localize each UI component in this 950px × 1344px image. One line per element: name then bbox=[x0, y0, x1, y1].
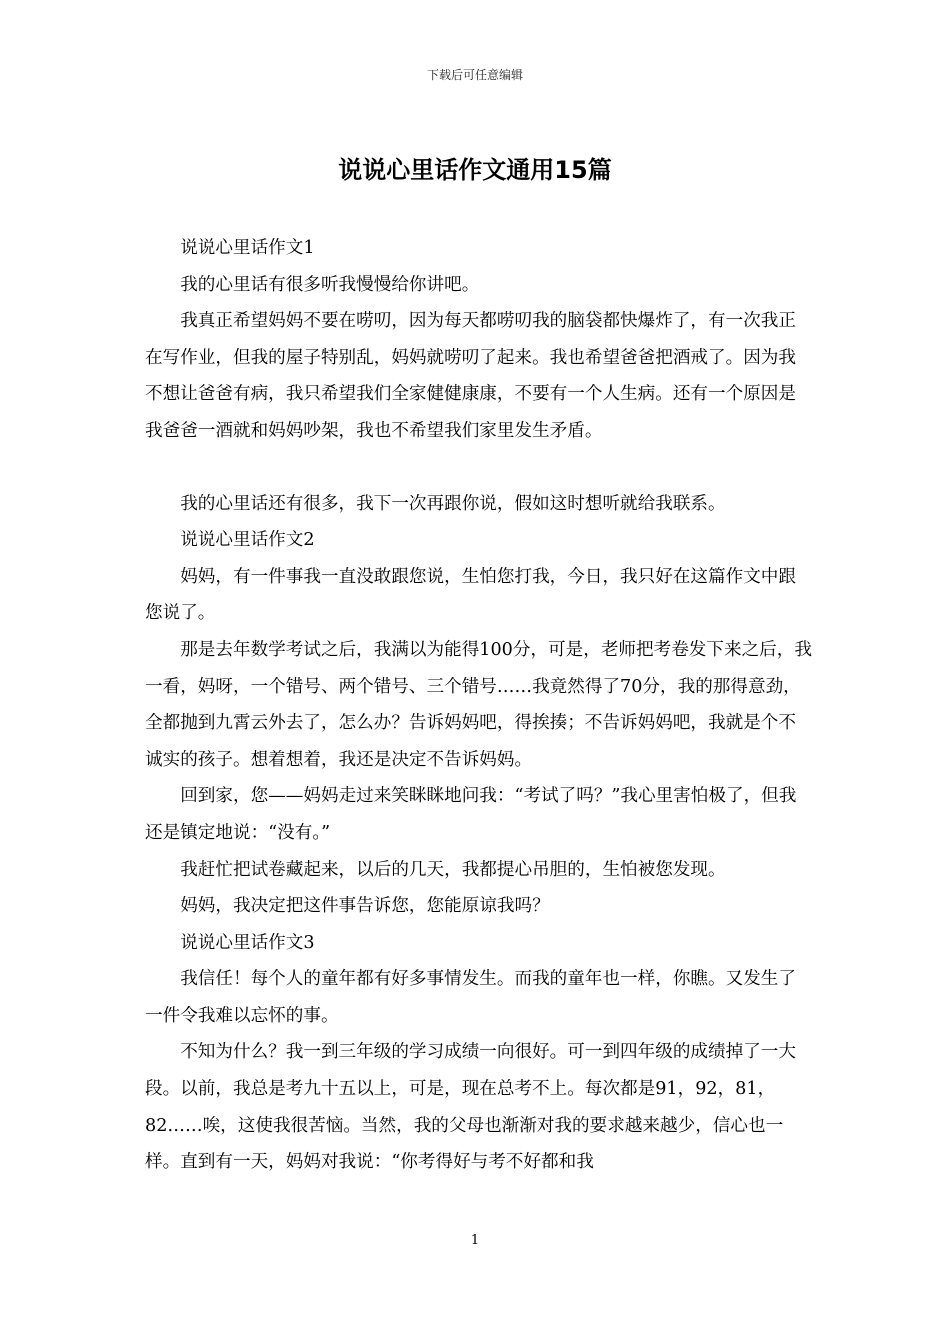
document-body bbox=[145, 230, 813, 1181]
section-heading: 说说心里话作文2 bbox=[180, 530, 315, 551]
section-heading: 说说心里话作文3 bbox=[180, 932, 315, 953]
section-heading: 说说心里话作文1 bbox=[180, 238, 315, 258]
paragraph: 我的心里话有很多听我慢慢给你讲吧。 bbox=[180, 274, 480, 295]
paragraph: 回到家，您——妈妈走过来笑眯眯地问我：“考试了吗？”我心里害怕极了，但我还是镇定地说：“没有。” bbox=[145, 786, 797, 843]
paragraph: 不知为什么？我一到三年级的学习成绩一向很好。可一到四年级的成绩掉了一大段。以前，我总是考九十五以上，可是，现在总考不上。每次都是91，92，81，82……唉，这使我很苦恼。当然，我的父母也渐渐对我的要求越来越少，信心也一样。直到有一天，妈妈对我说：“你考得好与考不好都和我 bbox=[145, 1042, 796, 1173]
page-header: 下载后可任意编辑 bbox=[426, 68, 523, 82]
paragraph: 我赶忙把试卷藏起来，以后的几天，我都提心吊胆的，生怕被您发现。 bbox=[180, 859, 726, 880]
paragraph: 我的心里话还有很多，我下一次再跟你说，假如这时想听就给我联系。 bbox=[180, 493, 726, 514]
paragraph: 妈妈，我决定把这件事告诉您，您能原谅我吗？ bbox=[180, 896, 550, 917]
document-title: 说说心里话作文通用15篇 bbox=[338, 156, 612, 184]
page-number: 1 bbox=[470, 1233, 480, 1248]
paragraph: 妈妈，有一件事我一直没敢跟您说，生怕您打我，今日，我只好在这篇作文中跟您说了。 bbox=[145, 566, 796, 624]
paragraph: 我真正希望妈妈不要在唠叨，因为每天都唠叨我的脑袋都快爆炸了，有一次我正在写作业，但我的屋子特别乱，妈妈就唠叨了起来。我也希望爸爸把酒戒了。因为我不想让爸爸有病，我只希望我们全家健健康康，不要有一个人生病。还有一个原因是我爸爸一酒就和妈妈吵架，我也不希望我们家里发生矛盾。 bbox=[145, 311, 796, 441]
paragraph: 那是去年数学考试之后，我满以为能得100分，可是，老师把考卷发下来之后，我一看，妈呀，一个错号、两个错号、三个错号……我竟然得了70分，我的那得意劲，全都抛到九霄云外去了，怎么办？告诉妈妈吧，得挨揍；不告诉妈妈吧，我就是个不诚实的孩子。想着想着，我还是决定不告诉妈妈。 bbox=[145, 639, 812, 770]
paragraph: 我信任！每个人的童年都有好多事情发生。而我的童年也一样，你瞧。又发生了一件令我难以忘怀的事。 bbox=[145, 969, 796, 1026]
